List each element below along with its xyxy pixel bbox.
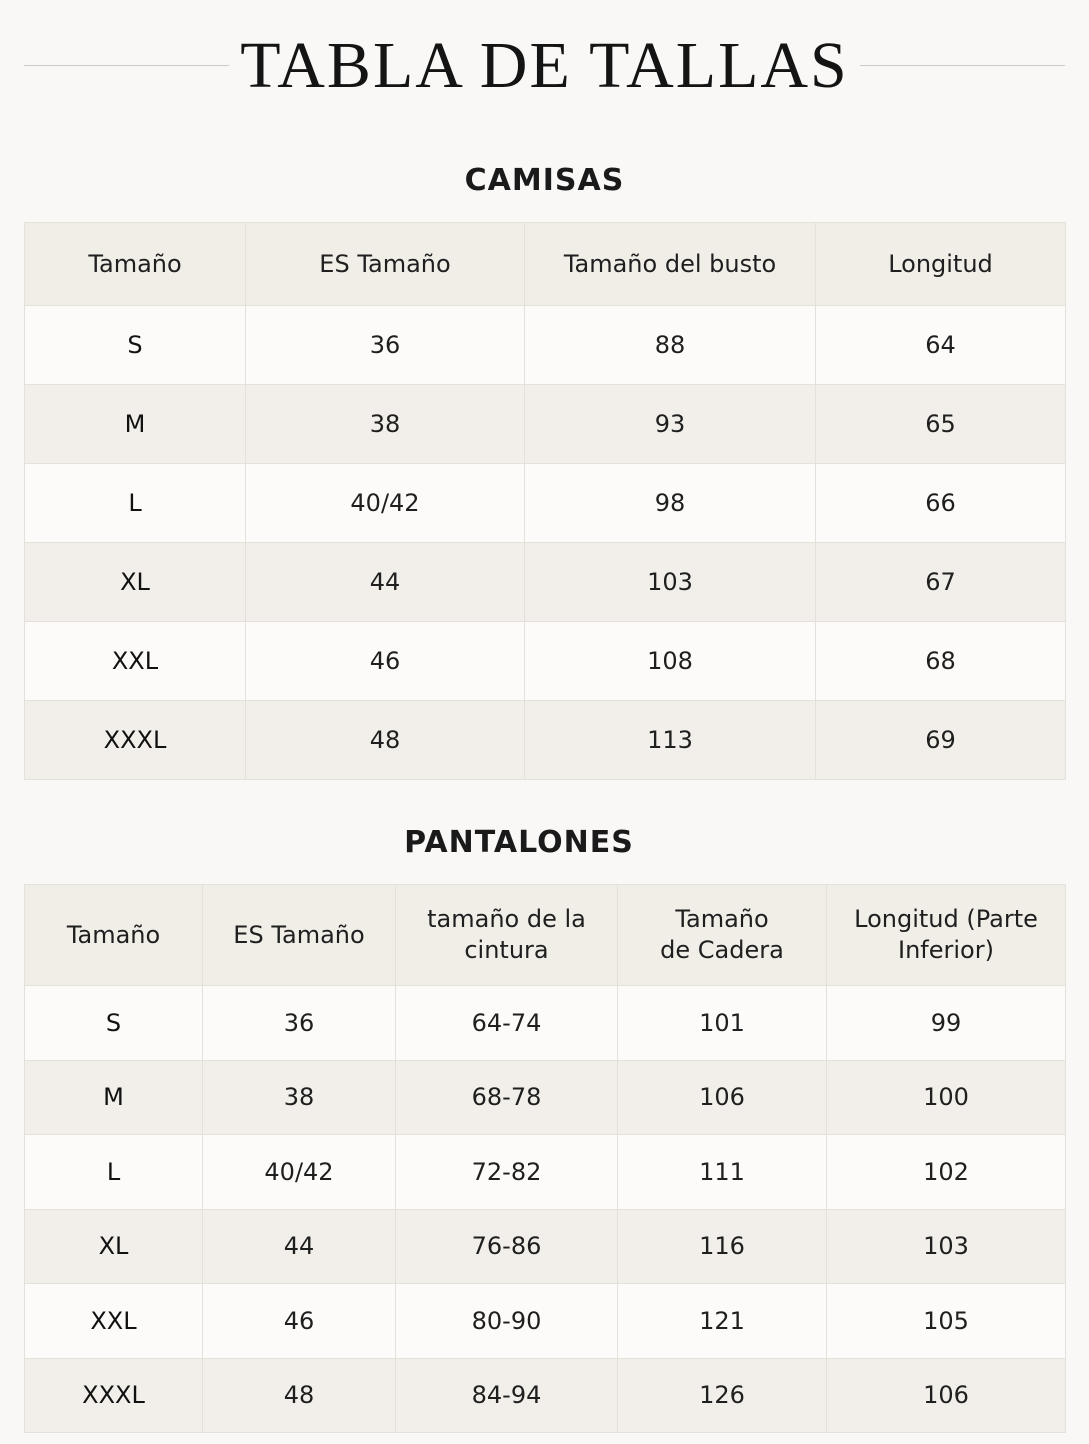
size-cell: XXXL	[25, 1358, 203, 1433]
waist-cell: 72-82	[396, 1135, 618, 1210]
hip-cell: 121	[618, 1284, 827, 1359]
size-cell: M	[25, 1060, 203, 1135]
length-cell: 64	[816, 306, 1066, 385]
bust-cell: 108	[525, 622, 816, 701]
size-cell: S	[25, 986, 203, 1061]
table-row	[25, 701, 1066, 780]
es-size-cell: 48	[203, 1358, 396, 1433]
pantalones-col-header: Tamaño	[25, 885, 203, 986]
length-cell: 66	[816, 464, 1066, 543]
length-cell: 99	[827, 986, 1066, 1061]
es-size-cell: 46	[246, 622, 525, 701]
table-row	[25, 1284, 1066, 1359]
camisas-header-row	[25, 223, 1066, 306]
table-row	[25, 622, 1066, 701]
waist-cell: 76-86	[396, 1209, 618, 1284]
es-size-cell: 46	[203, 1284, 396, 1359]
pantalones-col-header: tamaño de la cintura	[396, 885, 618, 986]
camisas-col-header: Longitud	[816, 223, 1066, 306]
camisas-col-header: ES Tamaño	[246, 223, 525, 306]
page-header	[24, 30, 1065, 102]
es-size-cell: 44	[246, 543, 525, 622]
length-cell: 106	[827, 1358, 1066, 1433]
bust-cell: 113	[525, 701, 816, 780]
es-size-cell: 44	[203, 1209, 396, 1284]
length-cell: 103	[827, 1209, 1066, 1284]
pantalones-section-title: PANTALONES	[404, 825, 634, 860]
bust-cell: 103	[525, 543, 816, 622]
table-row	[25, 986, 1066, 1061]
waist-cell: 80-90	[396, 1284, 618, 1359]
camisas-size-table	[24, 222, 1066, 780]
waist-cell: 84-94	[396, 1358, 618, 1433]
pantalones-size-table	[24, 884, 1066, 1433]
camisas-col-header: Tamaño del busto	[525, 223, 816, 306]
length-cell: 68	[816, 622, 1066, 701]
page-title: TABLA DE TALLAS	[240, 29, 849, 102]
hip-cell: 126	[618, 1358, 827, 1433]
length-cell: 67	[816, 543, 1066, 622]
es-size-cell: 40/42	[246, 464, 525, 543]
table-row	[25, 1358, 1066, 1433]
length-cell: 100	[827, 1060, 1066, 1135]
pantalones-col-header: Longitud (Parte Inferior)	[827, 885, 1066, 986]
size-cell: XL	[25, 1209, 203, 1284]
size-cell: S	[25, 306, 246, 385]
size-cell: XXXL	[25, 701, 246, 780]
hip-cell: 111	[618, 1135, 827, 1210]
es-size-cell: 48	[246, 701, 525, 780]
waist-cell: 68-78	[396, 1060, 618, 1135]
pantalones-col-header: Tamaño de Cadera	[618, 885, 827, 986]
pantalones-header-row	[25, 885, 1066, 986]
hip-cell: 106	[618, 1060, 827, 1135]
length-cell: 69	[816, 701, 1066, 780]
es-size-cell: 38	[246, 385, 525, 464]
size-cell: XL	[25, 543, 246, 622]
table-row	[25, 543, 1066, 622]
table-row	[25, 385, 1066, 464]
waist-cell: 64-74	[396, 986, 618, 1061]
es-size-cell: 40/42	[203, 1135, 396, 1210]
size-cell: XXL	[25, 1284, 203, 1359]
table-row	[25, 1135, 1066, 1210]
camisas-section-title: CAMISAS	[464, 163, 625, 198]
es-size-cell: 36	[203, 986, 396, 1061]
length-cell: 102	[827, 1135, 1066, 1210]
size-cell: L	[25, 464, 246, 543]
table-row	[25, 306, 1066, 385]
camisas-col-header: Tamaño	[25, 223, 246, 306]
bust-cell: 93	[525, 385, 816, 464]
bust-cell: 98	[525, 464, 816, 543]
bust-cell: 88	[525, 306, 816, 385]
hip-cell: 101	[618, 986, 827, 1061]
hip-cell: 116	[618, 1209, 827, 1284]
size-cell: L	[25, 1135, 203, 1210]
title-divider-right	[860, 65, 1065, 66]
size-cell: M	[25, 385, 246, 464]
es-size-cell: 36	[246, 306, 525, 385]
length-cell: 65	[816, 385, 1066, 464]
es-size-cell: 38	[203, 1060, 396, 1135]
length-cell: 105	[827, 1284, 1066, 1359]
table-row	[25, 1209, 1066, 1284]
pantalones-col-header: ES Tamaño	[203, 885, 396, 986]
table-row	[25, 1060, 1066, 1135]
table-row	[25, 464, 1066, 543]
size-cell: XXL	[25, 622, 246, 701]
